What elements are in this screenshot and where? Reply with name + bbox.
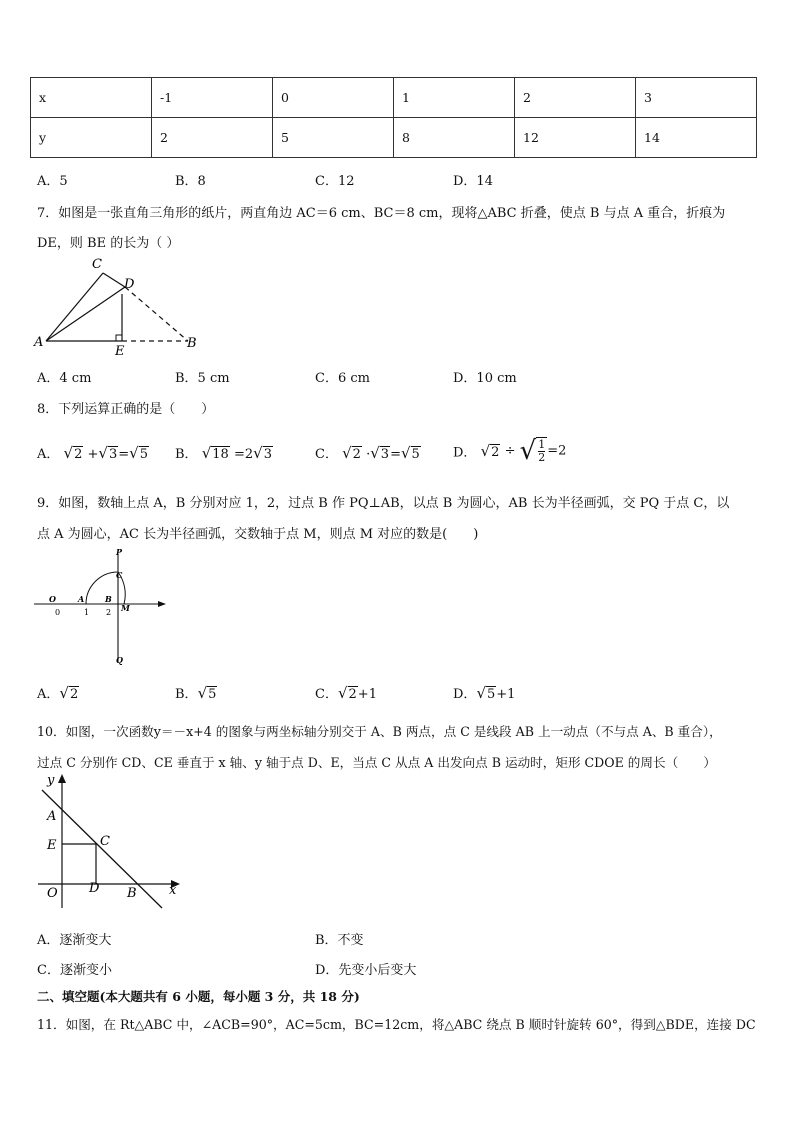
sqrt-expression: √2 (63, 444, 83, 462)
q9-tick-0: 0 (55, 608, 61, 617)
q7-triangle-figure (30, 254, 210, 360)
q10-label-b: B (127, 886, 137, 901)
q6-option-b: B．8 (175, 174, 206, 189)
q9-label-o: O (49, 594, 56, 604)
equals-sign: = (390, 447, 401, 462)
q7-label-e: E (115, 344, 125, 359)
sqrt-expression: √3 (253, 444, 272, 462)
q9-option-c (315, 683, 377, 702)
xy-value-table (30, 77, 757, 158)
expression-tail: +1 (496, 687, 516, 702)
q9-label-b: B (105, 594, 112, 604)
q7-option-a: A．4 cm (37, 371, 92, 386)
q7-stem-line2: DE，则 BE 的长为（ ） (37, 236, 180, 251)
q10-label-a: A (47, 809, 57, 824)
sqrt-expression: √3 (370, 444, 390, 462)
q9-option-a (37, 683, 79, 702)
q7-option-d: D．10 cm (453, 371, 517, 386)
sqrt-expression: √5 (197, 684, 217, 702)
q9-stem-line2: 点 A 为圆心，AC 长为半径画弧，交数轴于点 M，则点 M 对应的数是( ) (37, 527, 479, 542)
q7-label-c: C (92, 257, 102, 272)
table-cell: 1 (394, 78, 515, 118)
option-label: A． (37, 687, 60, 702)
q9-tick-1: 1 (84, 608, 90, 617)
q10-label-e: E (47, 838, 57, 853)
table-row (31, 78, 757, 118)
q8-option-a (37, 443, 149, 462)
q9-label-q: Q (116, 655, 123, 665)
q10-option-a: A．逐渐变大 (37, 933, 112, 948)
q10-label-o: O (47, 886, 58, 901)
sqrt-expression: √2 (59, 684, 79, 702)
sqrt-expression: √2 (480, 442, 500, 460)
q9-label-p: P (116, 547, 123, 557)
q9-label-c: C (116, 570, 123, 580)
q11-stem-line1: 11．如图，在 Rt△ABC 中，∠ACB=90°，AC=5cm，BC=12cm，将△ABC 绕点 B 顺时针旋转 60°，得到△BDE，连接 DC (37, 1017, 756, 1032)
table-cell: 0 (273, 78, 394, 118)
table-cell: 2 (515, 78, 636, 118)
q9-number-line-figure (34, 547, 174, 667)
table-cell: 2 (152, 118, 273, 158)
option-label: C． (315, 447, 338, 462)
fraction-numerator: 1 (538, 438, 546, 451)
q7-label-b: B (187, 336, 197, 351)
q9-label-m: M (121, 603, 130, 613)
q9-label-a: A (78, 594, 85, 604)
q7-stem-line1: 7．如图是一张直角三角形的纸片，两直角边 AC＝6 cm、BC＝8 cm，现将△ABC 折叠，使点 B 与点 A 重合，折痕为 (37, 206, 726, 221)
q8-option-b (175, 443, 273, 462)
option-label: B． (175, 447, 198, 462)
option-label: C． (315, 687, 338, 702)
equals-sign: =2 (233, 447, 254, 462)
sqrt-fraction: √ $\frac{1}{2}$ (519, 436, 546, 466)
table-cell: x (31, 78, 152, 118)
q10-label-c: C (100, 834, 110, 849)
option-label: A． (37, 447, 60, 462)
q10-option-d: D．先变小后变大 (315, 963, 417, 978)
equals-sign: = (118, 447, 130, 462)
q6-option-d: D．14 (453, 174, 493, 189)
fraction-denominator: 2 (538, 451, 546, 464)
q7-label-d: D (124, 277, 135, 292)
table-cell: 8 (394, 118, 515, 158)
q9-option-d (453, 683, 515, 702)
q9-tick-2: 2 (106, 608, 112, 617)
divide-sign: ÷ (504, 443, 516, 459)
section-heading: 二、填空题(本大题共有 6 小题，每小题 3 分，共 18 分) (37, 989, 360, 1004)
sqrt-expression: √5 (476, 684, 496, 702)
q7-option-b: B．5 cm (175, 371, 230, 386)
table-cell: 3 (636, 78, 757, 118)
sqrt-expression: √5 (400, 444, 420, 462)
q10-label-y: y (47, 773, 55, 788)
q9-option-b (175, 683, 217, 702)
table-cell: -1 (152, 78, 273, 118)
option-label: D． (453, 445, 477, 461)
option-label: D． (453, 687, 477, 702)
table-cell: y (31, 118, 152, 158)
q10-option-c: C．逐渐变小 (37, 963, 112, 978)
q8-option-d (453, 436, 566, 466)
q10-label-x: x (169, 883, 177, 898)
table-row (31, 118, 757, 158)
plus-sign: + (87, 447, 99, 462)
sqrt-expression: √2 (337, 684, 357, 702)
q8-stem: 8．下列运算正确的是（ ） (37, 402, 215, 417)
q10-label-d: D (89, 881, 100, 896)
q7-option-c: C．6 cm (315, 371, 370, 386)
sqrt-expression: √2 (342, 444, 361, 462)
sqrt-expression: √18 (201, 444, 229, 462)
q6-option-a: A．5 (37, 174, 68, 189)
expression-tail: +1 (357, 687, 377, 702)
q10-option-b: B．不变 (315, 933, 364, 948)
q9-stem-line1: 9．如图，数轴上点 A，B 分别对应 1，2，过点 B 作 PQ⊥AB，以点 B 为圆心，AB 长为半径画弧，交 PQ 于点 C，以 (37, 496, 730, 511)
q7-label-a: A (34, 335, 44, 350)
q10-coordinate-figure (30, 770, 190, 910)
q6-option-c: C．12 (315, 174, 355, 189)
equals-sign: =2 (547, 443, 567, 459)
sqrt-expression: √3 (98, 444, 118, 462)
q8-option-c (315, 443, 421, 462)
table-cell: 12 (515, 118, 636, 158)
q10-stem-line1: 10．如图，一次函数y＝－x+4 的图象与两坐标轴分别交于 A、B 两点，点 C 是线段 AB 上一动点（不与点 A、B 重合）， (37, 724, 722, 739)
table-cell: 5 (273, 118, 394, 158)
dot-sign: · (366, 447, 371, 462)
table-cell: 14 (636, 118, 757, 158)
q10-stem-line2: 过点 C 分别作 CD、CE 垂直于 x 轴、y 轴于点 D、E，当点 C 从点 A 出发向点 B 运动时，矩形 CDOE 的周长（ ） (37, 755, 716, 770)
option-label: B． (175, 687, 198, 702)
sqrt-expression: √5 (129, 444, 149, 462)
